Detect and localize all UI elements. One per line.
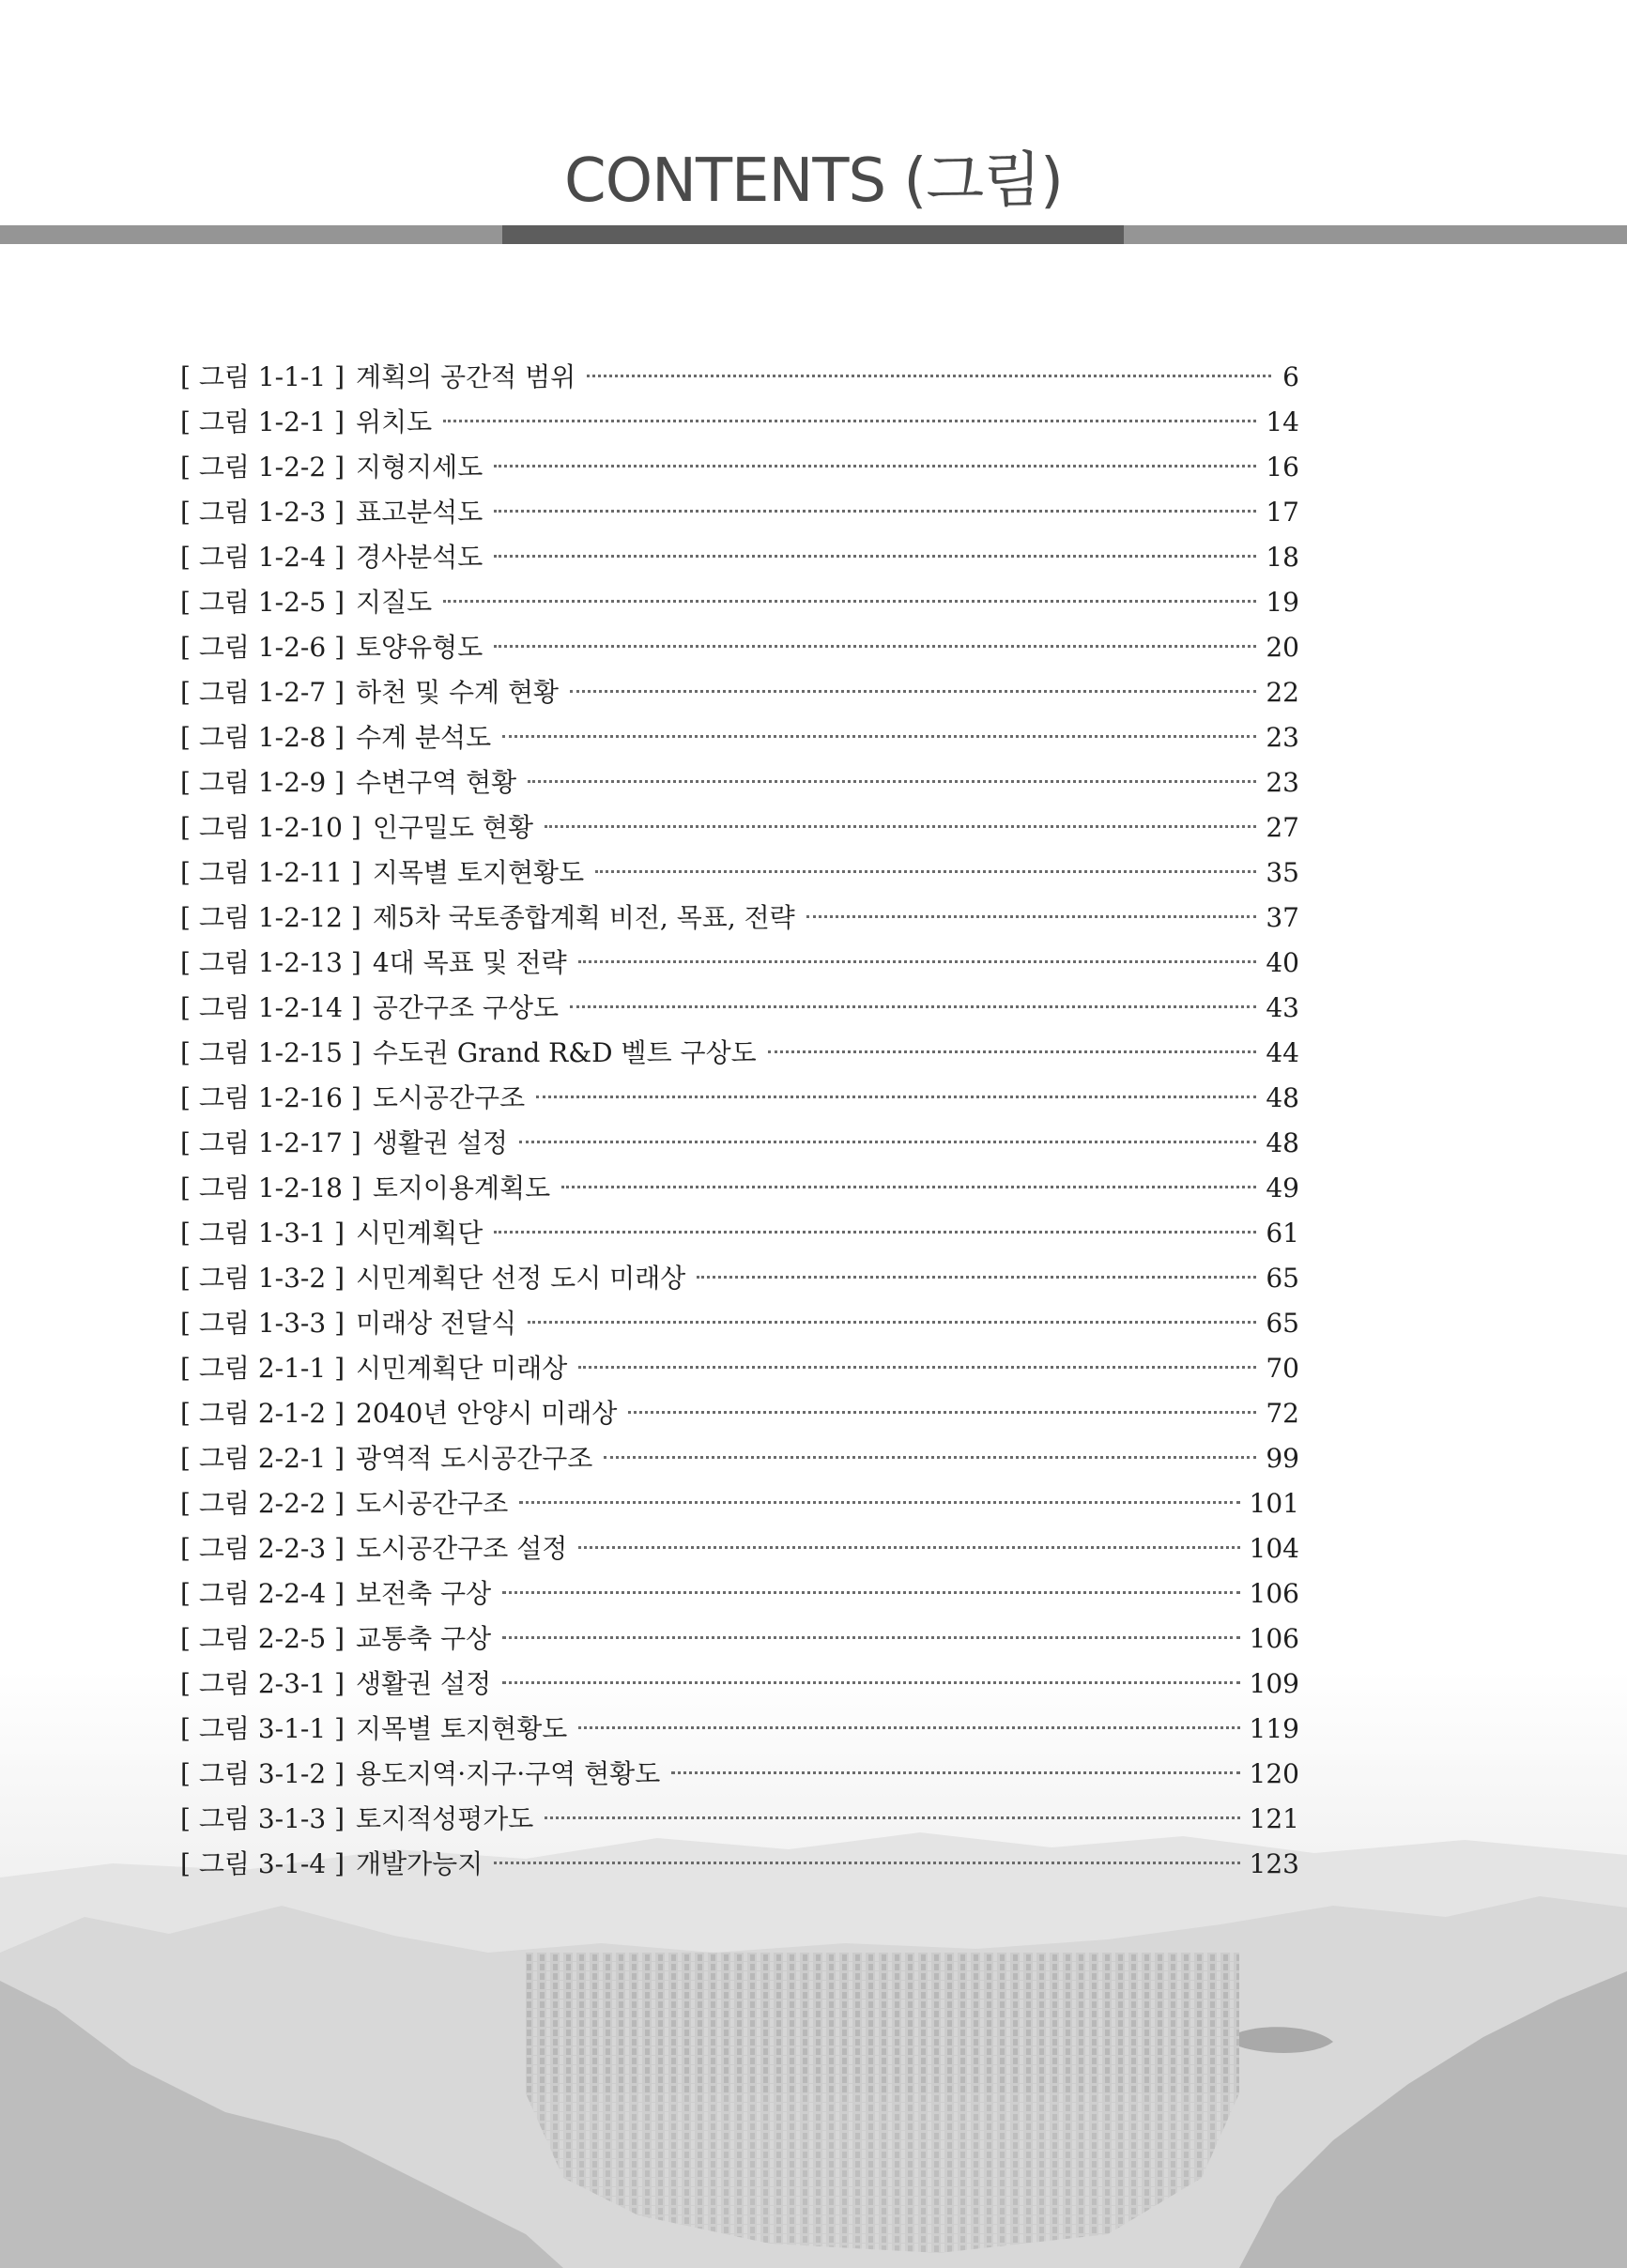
dot-leader — [494, 645, 1256, 648]
dot-leader — [443, 420, 1256, 422]
figure-number: [ 그림 2-2-4 ] — [180, 1578, 345, 1609]
figure-number: [ 그림 1-2-13 ] — [180, 947, 361, 978]
dot-leader — [502, 735, 1256, 738]
figure-title: 지질도 — [356, 587, 433, 618]
dot-leader — [697, 1276, 1256, 1279]
toc-entry[interactable] — [180, 805, 1299, 850]
figure-toc-list — [180, 355, 1299, 1887]
figure-number: [ 그림 2-1-1 ] — [180, 1353, 345, 1384]
figure-number: [ 그림 1-2-1 ] — [180, 406, 345, 437]
dot-leader — [494, 465, 1256, 467]
page-number: 121 — [1249, 1803, 1299, 1834]
toc-entry[interactable] — [180, 1346, 1299, 1391]
toc-entry[interactable] — [180, 1436, 1299, 1481]
toc-entry[interactable] — [180, 986, 1299, 1031]
page-number: 99 — [1266, 1443, 1299, 1474]
toc-entry[interactable] — [180, 760, 1299, 805]
figure-number: [ 그림 1-2-7 ] — [180, 677, 345, 708]
dot-leader — [494, 1231, 1256, 1234]
toc-entry[interactable] — [180, 1617, 1299, 1662]
page-number: 44 — [1266, 1037, 1299, 1068]
dot-leader — [578, 1546, 1239, 1549]
dot-leader — [545, 825, 1256, 828]
dot-leader — [494, 510, 1256, 513]
figure-number: [ 그림 1-2-3 ] — [180, 497, 345, 528]
figure-number: [ 그림 3-1-4 ] — [180, 1848, 345, 1879]
page-number: 106 — [1249, 1623, 1299, 1654]
toc-entry[interactable] — [180, 1121, 1299, 1166]
toc-entry[interactable] — [180, 445, 1299, 490]
page-number: 17 — [1266, 497, 1299, 528]
figure-title: 인구밀도 현황 — [372, 812, 534, 843]
figure-number: [ 그림 1-2-18 ] — [180, 1172, 361, 1203]
figure-number: [ 그림 1-2-15 ] — [180, 1037, 361, 1068]
figure-title: 보전축 구상 — [356, 1578, 492, 1609]
figure-title: 용도지역·지구·구역 현황도 — [356, 1758, 661, 1789]
page-number: 23 — [1266, 722, 1299, 753]
dot-leader — [570, 690, 1256, 693]
toc-entry[interactable] — [180, 896, 1299, 941]
toc-entry[interactable] — [180, 1571, 1299, 1617]
figure-title: 생활권 설정 — [372, 1127, 508, 1158]
figure-number: [ 그림 1-2-6 ] — [180, 632, 345, 663]
figure-title: 시민계획단 선정 도시 미래상 — [356, 1263, 686, 1294]
figure-number: [ 그림 1-3-2 ] — [180, 1263, 345, 1294]
page-title: CONTENTS (그림) — [564, 146, 1063, 216]
figure-number: [ 그림 1-2-5 ] — [180, 587, 345, 618]
toc-entry[interactable] — [180, 580, 1299, 625]
dot-leader — [768, 1050, 1257, 1053]
figure-number: [ 그림 2-3-1 ] — [180, 1668, 345, 1699]
figure-number: [ 그림 1-3-3 ] — [180, 1308, 345, 1339]
figure-title: 도시공간구조 설정 — [356, 1533, 568, 1564]
figure-title: 계획의 공간적 범위 — [356, 361, 576, 392]
dot-leader — [578, 960, 1257, 963]
toc-entry[interactable] — [180, 625, 1299, 670]
page-number: 123 — [1249, 1848, 1299, 1879]
figure-number: [ 그림 3-1-2 ] — [180, 1758, 345, 1789]
figure-title: 표고분석도 — [356, 497, 483, 528]
figure-title: 4대 목표 및 전략 — [372, 947, 567, 978]
figure-number: [ 그림 1-2-11 ] — [180, 857, 361, 888]
figure-title: 위치도 — [356, 406, 433, 437]
dot-leader — [604, 1456, 1256, 1459]
figure-number: [ 그림 2-2-5 ] — [180, 1623, 345, 1654]
figure-number: [ 그림 1-2-16 ] — [180, 1082, 361, 1113]
dot-leader — [502, 1636, 1239, 1639]
figure-number: [ 그림 1-2-17 ] — [180, 1127, 361, 1158]
page-number: 37 — [1266, 902, 1299, 933]
page-number: 109 — [1249, 1668, 1299, 1699]
page-number: 43 — [1266, 992, 1299, 1023]
toc-entry[interactable] — [180, 355, 1299, 400]
figure-number: [ 그림 1-2-2 ] — [180, 452, 345, 483]
toc-entry[interactable] — [180, 1166, 1299, 1211]
figure-number: [ 그림 1-2-8 ] — [180, 722, 345, 753]
figure-title: 수도권 Grand R&D 벨트 구상도 — [372, 1037, 757, 1068]
figure-number: [ 그림 1-2-4 ] — [180, 542, 345, 573]
figure-title: 제5차 국토종합계획 비전, 목표, 전략 — [372, 902, 795, 933]
figure-title: 시민계획단 — [356, 1218, 483, 1249]
toc-entry[interactable] — [180, 1301, 1299, 1346]
toc-entry[interactable] — [180, 1256, 1299, 1301]
page-number: 48 — [1266, 1127, 1299, 1158]
page-number: 14 — [1266, 406, 1299, 437]
figure-title: 수계 분석도 — [356, 722, 492, 753]
page-number: 19 — [1266, 587, 1299, 618]
figure-number: [ 그림 3-1-3 ] — [180, 1803, 345, 1834]
figure-title: 생활권 설정 — [356, 1668, 492, 1699]
figure-title: 지형지세도 — [356, 452, 483, 483]
page-number: 18 — [1266, 542, 1299, 573]
page-number: 27 — [1266, 812, 1299, 843]
dot-leader — [806, 915, 1257, 918]
dot-leader — [528, 1321, 1256, 1324]
figure-title: 도시공간구조 — [372, 1082, 526, 1113]
toc-entry[interactable] — [180, 1662, 1299, 1707]
figure-number: [ 그림 1-1-1 ] — [180, 361, 345, 392]
page-number: 72 — [1266, 1398, 1299, 1429]
toc-entry[interactable] — [180, 1076, 1299, 1121]
dot-leader — [545, 1816, 1239, 1819]
toc-entry[interactable] — [180, 715, 1299, 760]
page-number: 49 — [1266, 1172, 1299, 1203]
toc-entry[interactable] — [180, 1211, 1299, 1256]
figure-number: [ 그림 1-2-9 ] — [180, 767, 345, 798]
figure-number: [ 그림 1-2-12 ] — [180, 902, 361, 933]
figure-title: 시민계획단 미래상 — [356, 1353, 568, 1384]
dot-leader — [519, 1141, 1256, 1143]
figure-title: 교통축 구상 — [356, 1623, 492, 1654]
figure-title: 경사분석도 — [356, 542, 483, 573]
page-number: 35 — [1266, 857, 1299, 888]
toc-entry[interactable] — [180, 1707, 1299, 1752]
figure-title: 지목별 토지현황도 — [356, 1713, 568, 1744]
page-number: 20 — [1266, 632, 1299, 663]
dot-leader — [561, 1186, 1256, 1188]
toc-entry[interactable] — [180, 1481, 1299, 1526]
dot-leader — [494, 1862, 1239, 1864]
page-number: 22 — [1266, 677, 1299, 708]
figure-number: [ 그림 2-2-1 ] — [180, 1443, 345, 1474]
toc-entry[interactable] — [180, 400, 1299, 445]
figure-title: 광역적 도시공간구조 — [356, 1443, 593, 1474]
toc-entry[interactable] — [180, 490, 1299, 535]
figure-title: 토양유형도 — [356, 632, 483, 663]
dot-leader — [502, 1591, 1239, 1594]
toc-entry[interactable] — [180, 1797, 1299, 1842]
title-rule — [0, 225, 1627, 244]
figure-title: 토지이용계획도 — [372, 1172, 551, 1203]
figure-number: [ 그림 2-2-3 ] — [180, 1533, 345, 1564]
dot-leader — [502, 1681, 1239, 1684]
figure-title: 2040년 안양시 미래상 — [356, 1398, 618, 1429]
toc-entry[interactable] — [180, 1842, 1299, 1887]
figure-number: [ 그림 3-1-1 ] — [180, 1713, 345, 1744]
figure-title: 미래상 전달식 — [356, 1308, 517, 1339]
figure-title: 지목별 토지현황도 — [372, 857, 585, 888]
toc-entry[interactable] — [180, 1391, 1299, 1436]
page-number: 104 — [1249, 1533, 1299, 1564]
page-number: 119 — [1249, 1713, 1299, 1744]
page-number: 16 — [1266, 452, 1299, 483]
page-number: 101 — [1249, 1488, 1299, 1519]
figure-number: [ 그림 1-2-10 ] — [180, 812, 361, 843]
figure-title: 공간구조 구상도 — [372, 992, 560, 1023]
figure-number: [ 그림 2-1-2 ] — [180, 1398, 345, 1429]
page-number: 106 — [1249, 1578, 1299, 1609]
dot-leader — [578, 1726, 1239, 1729]
figure-number: [ 그림 1-2-14 ] — [180, 992, 361, 1023]
page-number: 70 — [1266, 1353, 1299, 1384]
page-number: 120 — [1249, 1758, 1299, 1789]
page-number: 23 — [1266, 767, 1299, 798]
page-number: 65 — [1266, 1308, 1299, 1339]
page-number: 6 — [1282, 361, 1299, 392]
dot-leader — [528, 780, 1256, 783]
dot-leader — [587, 375, 1271, 377]
toc-entry[interactable] — [180, 1752, 1299, 1797]
toc-entry[interactable] — [180, 535, 1299, 580]
dot-leader — [536, 1096, 1256, 1098]
figure-number: [ 그림 2-2-2 ] — [180, 1488, 345, 1519]
page-number: 40 — [1266, 947, 1299, 978]
toc-entry[interactable] — [180, 1031, 1299, 1076]
figure-number: [ 그림 1-3-1 ] — [180, 1218, 345, 1249]
figure-title: 토지적성평가도 — [356, 1803, 534, 1834]
toc-entry[interactable] — [180, 1526, 1299, 1571]
figure-title: 개발가능지 — [356, 1848, 483, 1879]
dot-leader — [628, 1411, 1256, 1414]
toc-entry[interactable] — [180, 850, 1299, 896]
dot-leader — [578, 1366, 1256, 1369]
page-number: 65 — [1266, 1263, 1299, 1294]
page-number: 48 — [1266, 1082, 1299, 1113]
dot-leader — [519, 1501, 1239, 1504]
dot-leader — [570, 1005, 1256, 1008]
dot-leader — [494, 555, 1256, 558]
dot-leader — [443, 600, 1256, 603]
figure-title: 도시공간구조 — [356, 1488, 509, 1519]
figure-title: 하천 및 수계 현황 — [356, 677, 560, 708]
toc-entry[interactable] — [180, 941, 1299, 986]
dot-leader — [671, 1771, 1239, 1774]
toc-entry[interactable] — [180, 670, 1299, 715]
figure-title: 수변구역 현황 — [356, 767, 517, 798]
title-rule-accent — [502, 225, 1124, 244]
page-number: 61 — [1266, 1218, 1299, 1249]
dot-leader — [595, 870, 1256, 873]
